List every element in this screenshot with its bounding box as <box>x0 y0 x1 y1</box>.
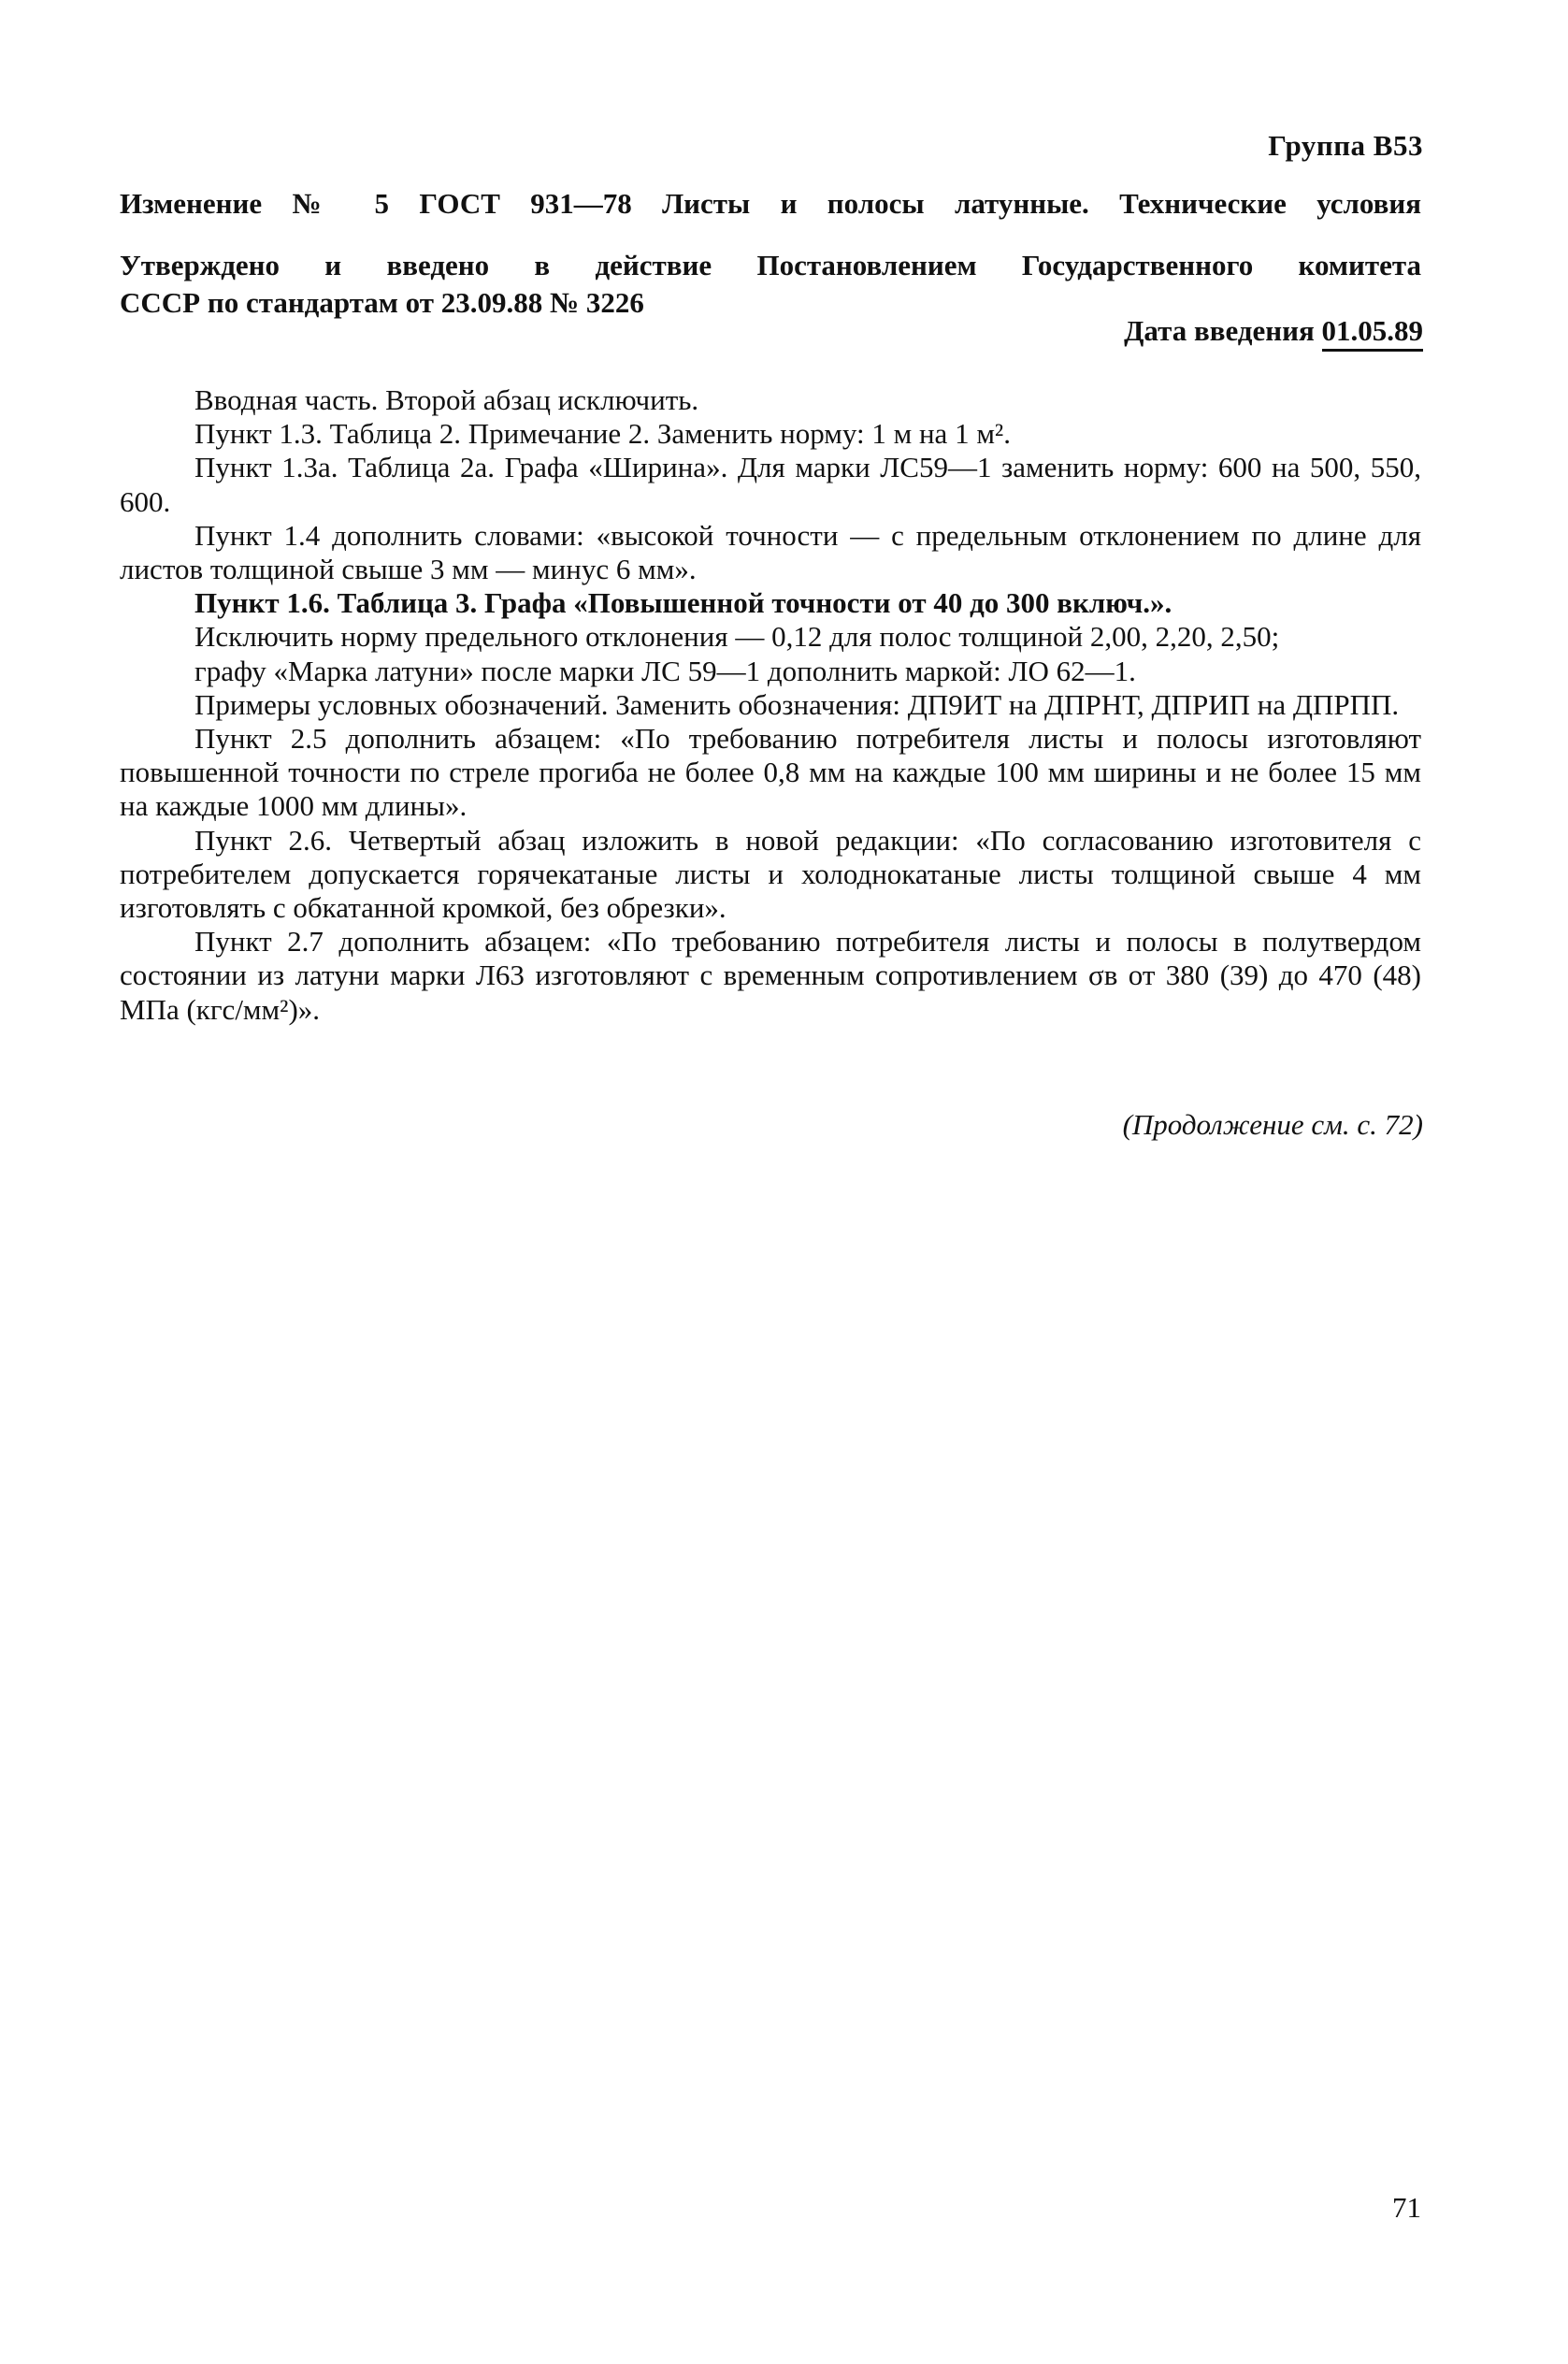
paragraph: Пункт 1.3. Таблица 2. Примечание 2. Заменить норму: 1 м на 1 м². <box>194 417 1011 451</box>
paragraph: Вводная часть. Второй абзац исключить. <box>194 383 699 416</box>
approval-line-2: СССР по стандартам от 23.09.88 № 3226 <box>120 286 644 319</box>
paragraph: Исключить норму предельного отклонения — 0,12 для полос толщиной 2,00, 2,20, 2,50; <box>194 620 1280 654</box>
date-label: Дата введения <box>1124 314 1322 347</box>
group-label: Группа В53 <box>1268 129 1423 162</box>
document-body <box>120 383 1421 1027</box>
paragraph: Пункт 1.4 дополнить словами: «высокой точности — с предельным отклонением по длине для листов толщиной свыше 3 мм — минус 6 мм». <box>120 518 1421 586</box>
paragraph: Примеры условных обозначений. Заменить обозначения: ДП9ИТ на ДПРНТ, ДПРИП на ДПРПП. <box>194 687 1400 721</box>
paragraph: Пункт 2.6. Четвертый абзац изложить в новой редакции: «По согласованию изготовителя с потребителем допускается горячекатаные листы и холоднокатаные листы толщиной свыше 4 мм изготовлять с обкатанной кромкой, без обрезки». <box>120 823 1421 925</box>
approval-line-1: Утверждено и введено в действие Постановлением Государственного комитета <box>120 249 1421 281</box>
continued-note: (Продолжение см. с. 72) <box>1122 1108 1423 1141</box>
paragraph: Пункт 1.3а. Таблица 2а. Графа «Ширина». Для марки ЛС59—1 заменить норму: 600 на 500, 550, 600. <box>120 451 1421 518</box>
effective-date <box>1124 314 1423 348</box>
paragraph: Пункт 2.5 дополнить абзацем: «По требованию потребителя листы и полосы изготовляют повышенной точности по стреле прогиба не более 0,8 мм на каждые 100 мм ширины и не более 15 мм на каждые 1000 мм длины». <box>120 722 1421 823</box>
paragraph: графу «Марка латуни» после марки ЛС 59—1 дополнить маркой: ЛО 62—1. <box>194 654 1136 687</box>
approval-statement <box>120 247 1421 322</box>
change-title: Изменение № 5 ГОСТ 931—78 Листы и полосы латунные. Технические условия <box>120 187 1421 220</box>
date-value: 01.05.89 <box>1322 314 1424 352</box>
paragraph: Пункт 2.7 дополнить абзацем: «По требованию потребителя листы и полосы в полутвердом состоянии из латуни марки Л63 изготовляют с временным сопротивлением σв от 380 (39) до 470 (48) МПа (кгс/мм²)». <box>120 925 1421 1026</box>
page-number: 71 <box>1392 2191 1421 2224</box>
paragraph: Пункт 1.6. Таблица 3. Графа «Повышенной точности от 40 до 300 включ.». <box>194 586 1172 620</box>
